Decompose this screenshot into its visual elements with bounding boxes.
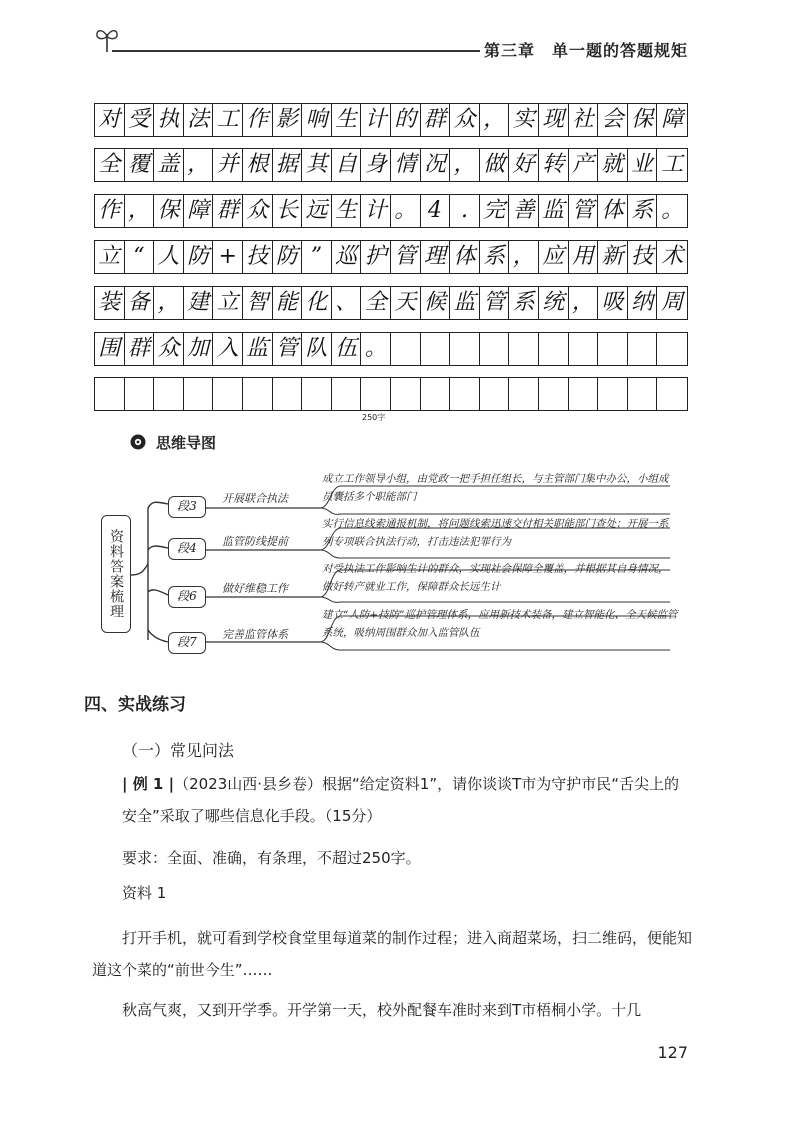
mindmap-heading: 思维导图 bbox=[156, 434, 217, 452]
grid-cell bbox=[95, 378, 125, 410]
grid-cell bbox=[391, 333, 421, 365]
grid-cell bbox=[273, 378, 303, 410]
grid-cell: ， bbox=[569, 287, 599, 319]
grid-cell bbox=[421, 378, 451, 410]
grid-cell: 化 bbox=[302, 287, 332, 319]
grid-cell: 用 bbox=[569, 241, 599, 273]
grid-row bbox=[94, 240, 688, 274]
grid-cell: 其 bbox=[302, 149, 332, 181]
grid-row bbox=[94, 377, 688, 411]
grid-row bbox=[94, 194, 688, 228]
grid-cell: 远 bbox=[302, 195, 332, 227]
grid-cell: 管 bbox=[480, 287, 510, 319]
grid-cell: 况 bbox=[421, 149, 451, 181]
grid-cell: 众 bbox=[243, 195, 273, 227]
grid-cell: 影 bbox=[273, 104, 303, 136]
grid-cell: 全 bbox=[95, 149, 125, 181]
grid-cell bbox=[302, 378, 332, 410]
grid-cell: 众 bbox=[154, 333, 184, 365]
grid-cell: 入 bbox=[213, 333, 243, 365]
grid-cell bbox=[539, 378, 569, 410]
grid-cell: 体 bbox=[450, 241, 480, 273]
grid-cell: 生 bbox=[332, 195, 362, 227]
grid-cell: 管 bbox=[569, 195, 599, 227]
page-number: 127 bbox=[657, 1043, 688, 1062]
grid-cell: 立 bbox=[95, 241, 125, 273]
word-count-label: 250字 bbox=[362, 413, 386, 422]
grid-cell: 护 bbox=[361, 241, 391, 273]
grid-cell bbox=[125, 378, 155, 410]
grid-cell bbox=[480, 378, 510, 410]
grid-cell bbox=[569, 333, 599, 365]
branch-text: 建立“人防+技防”巡护管理体系，应用新技术装备，建立智能化、全天候监管系统，吸纳周围群众加入监管队伍 bbox=[322, 609, 678, 639]
grid-cell: 障 bbox=[184, 195, 214, 227]
grid-cell: 天 bbox=[391, 287, 421, 319]
grid-cell: 周 bbox=[661, 290, 684, 315]
branch-text: 实行信息线索通报机制，将问题线索迅速交付相关职能部门查处；开展一系列专项联合执法行动，打击违法犯罪行为 bbox=[322, 518, 669, 548]
grid-cell: 现 bbox=[539, 104, 569, 136]
grid-cell: 并 bbox=[213, 149, 243, 181]
grid-cell: 好 bbox=[509, 149, 539, 181]
grid-cell bbox=[184, 378, 214, 410]
grid-cell: ， bbox=[125, 195, 155, 227]
grid-cell: 群 bbox=[421, 104, 451, 136]
grid-cell: 围 bbox=[95, 333, 125, 365]
grid-cell bbox=[509, 333, 539, 365]
grid-cell: 群 bbox=[125, 333, 155, 365]
grid-cell: 。 bbox=[661, 198, 684, 223]
grid-cell: 立 bbox=[213, 287, 243, 319]
grid-cell: 实 bbox=[509, 104, 539, 136]
example-question bbox=[122, 768, 690, 832]
grid-row bbox=[94, 332, 688, 366]
grid-cell: 受 bbox=[125, 104, 155, 136]
mindmap-root: 资料答案梳理 bbox=[101, 515, 131, 633]
grid-cell bbox=[213, 378, 243, 410]
grid-cell: 作 bbox=[243, 104, 273, 136]
grid-cell: 执 bbox=[154, 104, 184, 136]
grid-cell: 新 bbox=[598, 241, 628, 273]
grid-cell: . bbox=[450, 195, 480, 227]
grid-cell: 全 bbox=[361, 287, 391, 319]
grid-cell bbox=[569, 378, 599, 410]
grid-cell: 监 bbox=[539, 195, 569, 227]
grid-cell: 长 bbox=[273, 195, 303, 227]
grid-cell: 法 bbox=[184, 104, 214, 136]
grid-cell: 工 bbox=[213, 104, 243, 136]
grid-cell bbox=[154, 378, 184, 410]
grid-cell: 系 bbox=[628, 195, 658, 227]
grid-cell: 据 bbox=[273, 149, 303, 181]
grid-cell: 群 bbox=[213, 195, 243, 227]
grid-cell bbox=[628, 378, 658, 410]
material-paragraph: 秋高气爽，又到开学季。开学第一天，校外配餐车准时来到T市梧桐小学。十几 bbox=[122, 1001, 642, 1019]
grid-cell: 覆 bbox=[125, 149, 155, 181]
grid-cell: 理 bbox=[421, 241, 451, 273]
grid-cell: 保 bbox=[154, 195, 184, 227]
grid-cell: 加 bbox=[184, 333, 214, 365]
grid-cell bbox=[243, 378, 273, 410]
grid-cell: 建 bbox=[184, 287, 214, 319]
grid-cell: 。 bbox=[361, 333, 391, 365]
grid-cell bbox=[509, 378, 539, 410]
grid-cell bbox=[480, 333, 510, 365]
grid-cell: 智 bbox=[243, 287, 273, 319]
grid-cell: 4 bbox=[421, 195, 451, 227]
grid-cell: 作 bbox=[95, 195, 125, 227]
grid-cell: 队 bbox=[302, 333, 332, 365]
section-title: 四、实战练习 bbox=[84, 695, 186, 715]
grid-cell: 系 bbox=[509, 287, 539, 319]
example-tag: | 例 1 | bbox=[122, 775, 175, 793]
grid-cell: 监 bbox=[450, 287, 480, 319]
grid-row bbox=[94, 286, 688, 320]
branch-label: 开展联合执法 bbox=[222, 492, 288, 505]
grid-cell: 就 bbox=[598, 149, 628, 181]
grid-cell: 保 bbox=[628, 104, 658, 136]
grid-cell bbox=[628, 333, 658, 365]
grid-cell: “ bbox=[125, 241, 155, 273]
grid-cell: 业 bbox=[628, 149, 658, 181]
grid-cell: 管 bbox=[391, 241, 421, 273]
grid-cell bbox=[332, 378, 362, 410]
branch-label: 做好维稳工作 bbox=[222, 582, 288, 595]
grid-cell bbox=[657, 378, 687, 410]
grid-cell: ， bbox=[154, 287, 184, 319]
flower-badge-icon bbox=[130, 434, 146, 450]
segment-tag: 段6 bbox=[168, 586, 206, 608]
grid-cell bbox=[598, 333, 628, 365]
grid-cell: 管 bbox=[273, 333, 303, 365]
segment-tag: 段4 bbox=[168, 538, 206, 560]
header-rule bbox=[112, 50, 480, 52]
grid-cell: 工 bbox=[661, 152, 684, 177]
grid-cell: 计 bbox=[361, 104, 391, 136]
grid-cell bbox=[361, 378, 391, 410]
grid-cell: 身 bbox=[361, 149, 391, 181]
grid-cell: 防 bbox=[184, 241, 214, 273]
grid-cell: 监 bbox=[243, 333, 273, 365]
branch-text: 对受执法工作影响生计的群众，实现社会保障全覆盖，并根据其自身情况，做好转产就业工作，保障群众长远生计 bbox=[322, 563, 669, 593]
grid-cell: 盖 bbox=[154, 149, 184, 181]
grid-cell: 社 bbox=[569, 104, 599, 136]
grid-cell: 生 bbox=[332, 104, 362, 136]
grid-cell: 做 bbox=[480, 149, 510, 181]
grid-cell: 技 bbox=[628, 241, 658, 273]
grid-cell: 产 bbox=[569, 149, 599, 181]
grid-cell bbox=[421, 333, 451, 365]
grid-cell: 系 bbox=[480, 241, 510, 273]
grid-cell: 吸 bbox=[598, 287, 628, 319]
branch-label: 监管防线提前 bbox=[222, 535, 288, 548]
grid-cell bbox=[391, 378, 421, 410]
grid-cell: 人 bbox=[154, 241, 184, 273]
grid-cell: 对 bbox=[95, 104, 125, 136]
branch-text: 成立工作领导小组，由党政一把手担任组长，与主管部门集中办公，小组成员囊括多个职能部门 bbox=[322, 473, 669, 503]
branch-label: 完善监管体系 bbox=[222, 628, 288, 641]
grid-cell: 。 bbox=[391, 195, 421, 227]
grid-cell: 伍 bbox=[332, 333, 362, 365]
grid-cell: ， bbox=[480, 104, 510, 136]
grid-cell: 响 bbox=[302, 104, 332, 136]
grid-row bbox=[94, 103, 688, 137]
grid-cell: 技 bbox=[243, 241, 273, 273]
grid-cell: 善 bbox=[509, 195, 539, 227]
sub-title: （一）常见问法 bbox=[122, 741, 235, 760]
grid-cell: 计 bbox=[361, 195, 391, 227]
grid-cell: 纳 bbox=[628, 287, 658, 319]
grid-cell: 自 bbox=[332, 149, 362, 181]
grid-cell: 体 bbox=[598, 195, 628, 227]
grid-cell: 防 bbox=[273, 241, 303, 273]
grid-cell bbox=[539, 333, 569, 365]
segment-tag: 段3 bbox=[168, 496, 206, 518]
grid-cell: 完 bbox=[480, 195, 510, 227]
example-text: （2023山西·县乡卷）根据“给定资料1”，请你谈谈T市为守护市民“舌尖上的安全”采取了哪些信息化手段。（15分） bbox=[122, 775, 680, 825]
grid-cell: 转 bbox=[539, 149, 569, 181]
grid-cell: 、 bbox=[332, 287, 362, 319]
grid-cell: 备 bbox=[125, 287, 155, 319]
requirement-text: 要求：全面、准确，有条理，不超过250字。 bbox=[122, 849, 421, 867]
grid-cell: 候 bbox=[421, 287, 451, 319]
material-paragraph: 打开手机，就可看到学校食堂里每道菜的制作过程；进入商超菜场，扫二维码，便能知道这个菜的“前世今生”…… bbox=[92, 929, 693, 979]
grid-cell: ， bbox=[509, 241, 539, 273]
grid-cell bbox=[657, 333, 687, 365]
grid-cell bbox=[450, 378, 480, 410]
grid-cell bbox=[598, 378, 628, 410]
grid-cell: 情 bbox=[391, 149, 421, 181]
segment-tag: 段7 bbox=[168, 632, 206, 654]
grid-cell: 应 bbox=[539, 241, 569, 273]
grid-cell: 障 bbox=[661, 107, 684, 132]
grid-cell: 统 bbox=[539, 287, 569, 319]
grid-cell: ” bbox=[302, 241, 332, 273]
grid-cell: ， bbox=[184, 149, 214, 181]
grid-cell: ， bbox=[450, 149, 480, 181]
grid-cell: 装 bbox=[95, 287, 125, 319]
grid-cell: 的 bbox=[391, 104, 421, 136]
grid-row bbox=[94, 148, 688, 182]
grid-cell: 术 bbox=[661, 244, 684, 269]
grid-cell: + bbox=[213, 241, 243, 273]
grid-cell: 能 bbox=[273, 287, 303, 319]
material-label: 资料 1 bbox=[122, 884, 167, 902]
grid-cell: 根 bbox=[243, 149, 273, 181]
chapter-title: 第三章 单一题的答题规矩 bbox=[483, 41, 688, 60]
grid-cell bbox=[450, 333, 480, 365]
grid-cell: 会 bbox=[598, 104, 628, 136]
grid-cell: 巡 bbox=[332, 241, 362, 273]
grid-cell: 众 bbox=[450, 104, 480, 136]
